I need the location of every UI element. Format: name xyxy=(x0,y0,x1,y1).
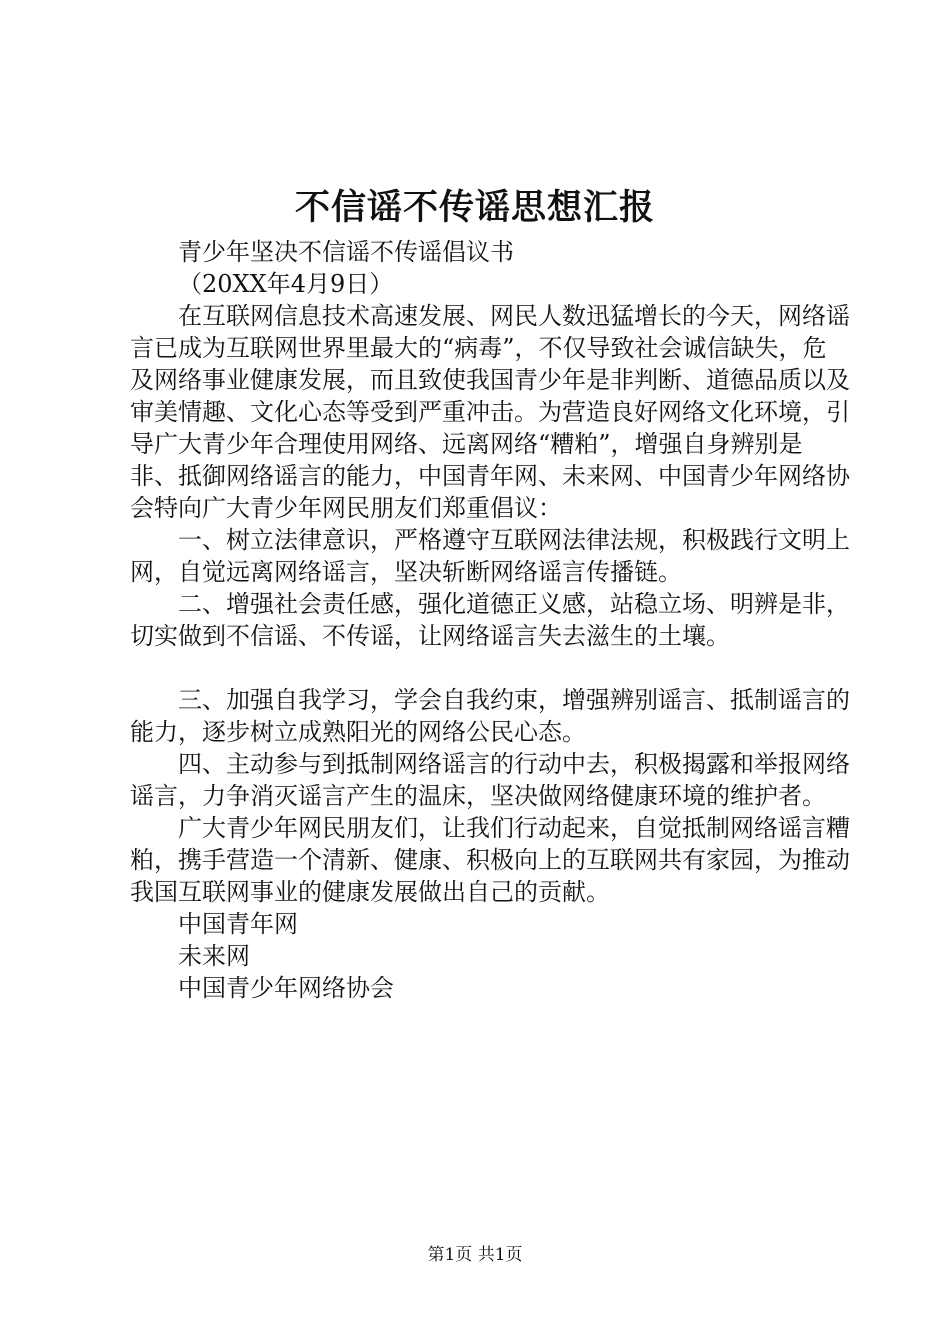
page-footer: 第1页 共1页 xyxy=(427,1245,523,1265)
proposal-date: （20XX年4月9日） xyxy=(178,270,394,298)
proposal-heading: 青少年坚决不信谣不传谣倡议书 xyxy=(178,238,514,266)
proposal-item-3: 三、加强自我学习，学会自我约束，增强辨别谣言、抵制谣言的能力，逐步树立成熟阳光的网络公民心态。 xyxy=(130,686,850,746)
intro-paragraph: 在互联网信息技术高速发展、网民人数迅猛增长的今天，网络谣言已成为互联网世界里最大的“病毒”，不仅导致社会诚信缺失，危及网络事业健康发展，而且致使我国青少年是非判断、道德品质以及审美情趣、文化心态等受到严重冲击。为营造良好网络文化环境，引导广大青少年合理使用网络、远离网络“糟粕”，增强自身辨别是非、抵御网络谣言的能力，中国青年网、未来网、中国青少年网络协会特向广大青少年网民朋友们郑重倡议： xyxy=(130,302,850,522)
blank-line xyxy=(130,652,850,684)
proposal-item-1: 一、树立法律意识，严格遵守互联网法律法规，积极践行文明上网，自觉远离网络谣言，坚决斩断网络谣言传播链。 xyxy=(130,526,850,586)
proposal-item-2: 二、增强社会责任感，强化道德正义感，站稳立场、明辨是非，切实做到不信谣、不传谣，让网络谣言失去滋生的土壤。 xyxy=(130,590,850,650)
proposal-item-4: 四、主动参与到抵制网络谣言的行动中去，积极揭露和举报网络谣言，力争消灭谣言产生的温床，坚决做网络健康环境的维护者。 xyxy=(130,750,850,810)
document-title: 不信谣不传谣思想汇报 xyxy=(294,188,655,228)
closing-paragraph: 广大青少年网民朋友们，让我们行动起来，自觉抵制网络谣言糟粕，携手营造一个清新、健康、积极向上的互联网共有家园，为推动我国互联网事业的健康发展做出自己的贡献。 xyxy=(130,814,850,906)
signatory-2: 未来网 xyxy=(178,942,250,970)
document-body xyxy=(130,236,850,1004)
signatory-3: 中国青少年网络协会 xyxy=(178,974,394,1002)
signatory-1: 中国青年网 xyxy=(178,910,298,938)
